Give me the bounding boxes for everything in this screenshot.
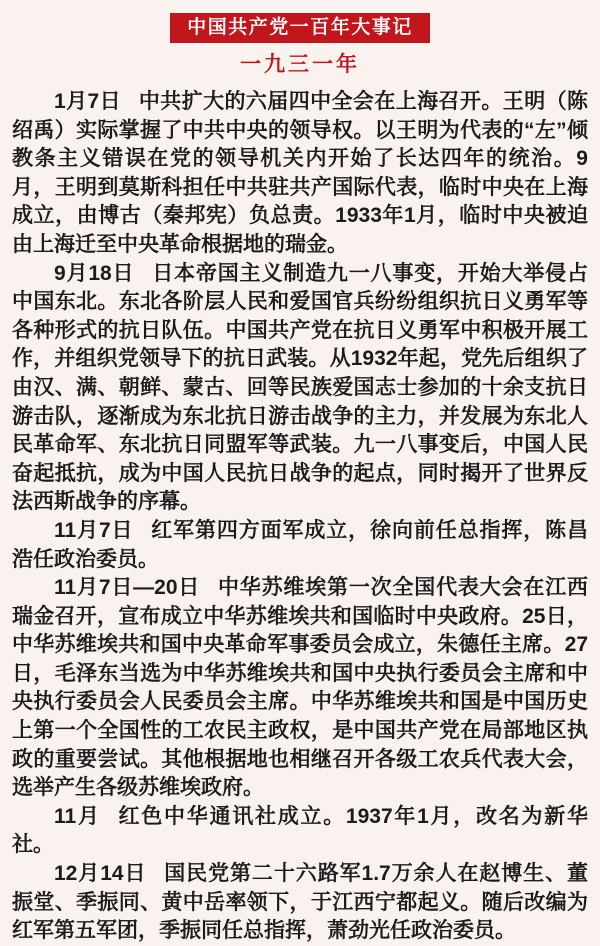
document-banner-title: 中国共产党一百年大事记 [170, 13, 430, 43]
chronicle-body [12, 88, 588, 946]
event-paragraph [12, 574, 588, 803]
event-text: 红色中华通讯社成立。1937年1月，改名为新华社。 [12, 804, 588, 857]
event-date: 12月14日 [54, 862, 147, 886]
event-date: 11月7日—20日 [54, 576, 201, 600]
event-paragraph [12, 260, 588, 517]
event-paragraph [12, 803, 588, 860]
event-text: 国民党第二十六路军1.7万余人在赵博生、董振堂、季振同、黄中岳率领下，于江西宁都起义。随后改编为红军第五军团，季振同任总指挥，萧劲光任政治委员。 [12, 862, 588, 943]
event-text: 日本帝国主义制造九一八事变，开始大举侵占中国东北。东北各阶层人民和爱国官兵纷纷组织抗日义勇军等各种形式的抗日队伍。中国共产党在抗日义勇军中积极开展工作，并组织党领导下的抗日武装。从1932年起，党先后组织了由汉、满、朝鲜、蒙古、回等民族爱国志士参加的十余支抗日游击队，逐渐成为东北抗日游击战争的主力，并发展为东北人民革命军、东北抗日同盟军等武装。九一八事变后，中国人民奋起抵抗，成为中国人民抗日战争的起点，同时揭开了世界反法西斯战争的序幕。 [12, 261, 589, 514]
event-text: 红军第四方面军成立，徐向前任总指挥，陈昌浩任政治委员。 [12, 518, 588, 571]
event-date: 1月7日 [54, 90, 121, 113]
event-date: 9月18日 [54, 261, 135, 285]
event-paragraph [12, 860, 588, 946]
year-heading: 一九三一年 [240, 53, 360, 76]
event-date: 11月7日 [54, 518, 134, 542]
event-text: 中华苏维埃第一次全国代表大会在江西瑞金召开，宣布成立中华苏维埃共和国临时中央政府。25日，中华苏维埃共和国中央革命军事委员会成立，朱德任主席。27日，毛泽东当选为中华苏维埃共和国中央执行委员会主席和中央执行委员会人民委员会主席。中华苏维埃共和国是中国历史上第一个全国性的工农民主政权，是中国共产党在局部地区执政的重要尝试。其他根据地也相继召开各级工农兵代表大会，选举产生各级苏维埃政府。 [12, 576, 588, 800]
event-date: 11月 [54, 804, 101, 828]
event-text: 中共扩大的六届四中全会在上海召开。王明（陈绍禹）实际掌握了中共中央的领导权。以王明为代表的“左”倾教条主义错误在党的领导机关内开始了长达四年的统治。9月，王明到莫斯科担任中共驻共产国际代表，临时中央在上海成立，由博古（秦邦宪）负总责。1933年1月，临时中央被迫由上海迁至中央革命根据地的瑞金。 [12, 90, 589, 256]
event-paragraph [12, 517, 588, 574]
banner-container [0, 0, 600, 43]
event-paragraph [12, 88, 588, 260]
